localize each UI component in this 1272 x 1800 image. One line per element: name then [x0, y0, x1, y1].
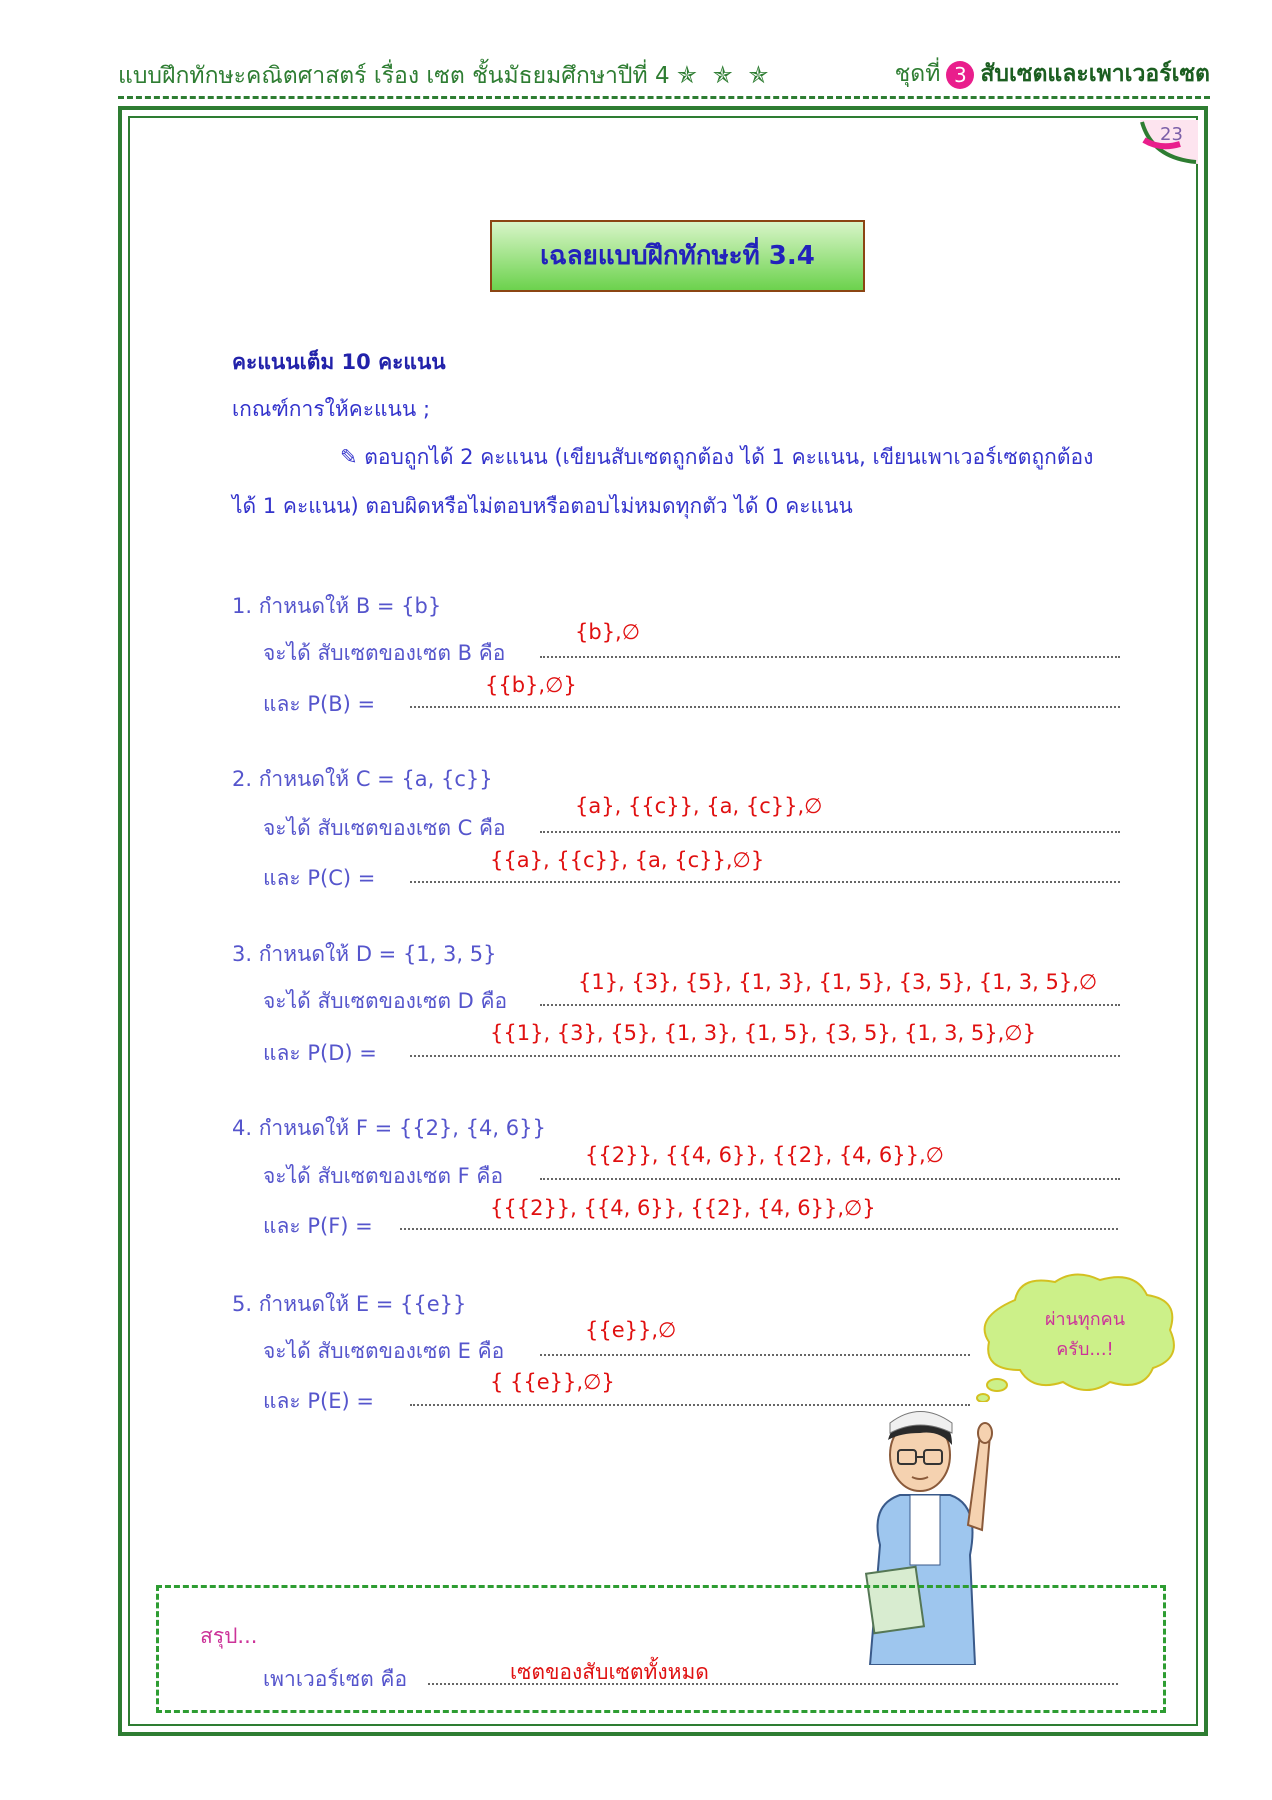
question-4-subset-answer: {{2}}, {{4, 6}}, {{2}, {4, 6}},∅	[585, 1143, 944, 1167]
criteria-line-1: ✎ ตอบถูกได้ 2 คะแนน (เขียนสับเซตถูกต้อง ได้ 1 คะแนน, เขียนเพาเวอร์เซตถูกต้อง	[340, 445, 1094, 469]
header-divider	[118, 96, 1210, 99]
question-2-power-label: และ P(C) =	[263, 866, 376, 890]
question-4-subset-label: จะได้ สับเซตของเซต F คือ	[263, 1164, 504, 1188]
question-1-subset-answer: {b},∅	[575, 620, 641, 644]
question-2-subset-answer: {a}, {{c}}, {a, {c}},∅	[575, 794, 823, 818]
question-2-given: 2. กำหนดให้ C = {a, {c}}	[232, 767, 493, 791]
question-2-power-answer: {{a}, {{c}}, {a, {c}},∅}	[490, 848, 765, 872]
question-4-power-label: และ P(F) =	[263, 1214, 373, 1238]
criteria-line-2: ได้ 1 คะแนน) ตอบผิดหรือไม่ตอบหรือตอบไม่หมดทุกตัว ได้ 0 คะแนน	[232, 494, 853, 518]
question-2-subset-label: จะได้ สับเซตของเซต C คือ	[263, 816, 506, 840]
header-right	[895, 56, 1210, 92]
set-prefix: ชุดที่	[894, 61, 941, 87]
question-3-subset-answer: {1}, {3}, {5}, {1, 3}, {1, 5}, {3, 5}, {1, 3, 5},∅	[578, 970, 1098, 994]
star-icons: ✯ ✯ ✯	[676, 61, 773, 89]
page-number: 23	[1160, 124, 1183, 145]
answer-line	[540, 831, 1120, 833]
question-5-power-label: และ P(E) =	[263, 1389, 374, 1413]
answer-line	[410, 1055, 1120, 1057]
set-title: สับเซตและเพาเวอร์เซต	[980, 61, 1210, 87]
question-5-subset-label: จะได้ สับเซตของเซต E คือ	[263, 1339, 505, 1363]
question-4-given: 4. กำหนดให้ F = {{2}, {4, 6}}	[232, 1116, 546, 1140]
answer-line	[540, 1178, 1120, 1180]
criteria-label: เกณฑ์การให้คะแนน ;	[232, 397, 431, 421]
question-1-given: 1. กำหนดให้ B = {b}	[232, 594, 442, 618]
answer-line	[540, 1354, 970, 1356]
question-1-subset-label: จะได้ สับเซตของเซต B คือ	[263, 641, 506, 665]
answer-line	[400, 1228, 1118, 1230]
set-number-badge: 3	[946, 61, 974, 89]
answer-key-title: เฉลยแบบฝึกทักษะที่ 3.4	[490, 220, 865, 292]
question-5-subset-answer: {{e}},∅	[585, 1318, 677, 1342]
question-1-power-label: และ P(B) =	[263, 692, 376, 716]
question-3-subset-label: จะได้ สับเซตของเซต D คือ	[263, 989, 508, 1013]
bubble-text: ผ่านทุกคน ครับ...!	[1044, 1309, 1126, 1360]
pencil-icon: ✎	[340, 445, 358, 469]
question-3-power-answer: {{1}, {3}, {5}, {1, 3}, {1, 5}, {3, 5}, {1, 3, 5},∅}	[490, 1021, 1036, 1045]
answer-line	[410, 881, 1120, 883]
question-3-power-label: และ P(D) =	[263, 1041, 377, 1065]
header-subject: แบบฝึกทักษะคณิตศาสตร์ เรื่อง เซต ชั้นมัธยมศึกษาปีที่ 4	[118, 63, 670, 89]
answer-line	[410, 706, 1120, 708]
summary-answer: เซตของสับเซตทั้งหมด	[510, 1660, 709, 1684]
question-5-given: 5. กำหนดให้ E = {{e}}	[232, 1292, 467, 1316]
full-score: คะแนนเต็ม 10 คะแนน	[232, 350, 446, 374]
answer-line	[540, 656, 1120, 658]
summary-line-label: เพาเวอร์เซต คือ	[263, 1667, 408, 1691]
question-3-given: 3. กำหนดให้ D = {1, 3, 5}	[232, 942, 497, 966]
summary-label: สรุป...	[200, 1624, 258, 1648]
header-left	[118, 58, 773, 94]
answer-line	[540, 1004, 1120, 1006]
question-5-power-answer: { {{e}},∅}	[490, 1370, 615, 1394]
question-1-power-answer: {{b},∅}	[485, 673, 577, 697]
question-4-power-answer: {{{2}}, {{4, 6}}, {{2}, {4, 6}},∅}	[490, 1196, 876, 1220]
